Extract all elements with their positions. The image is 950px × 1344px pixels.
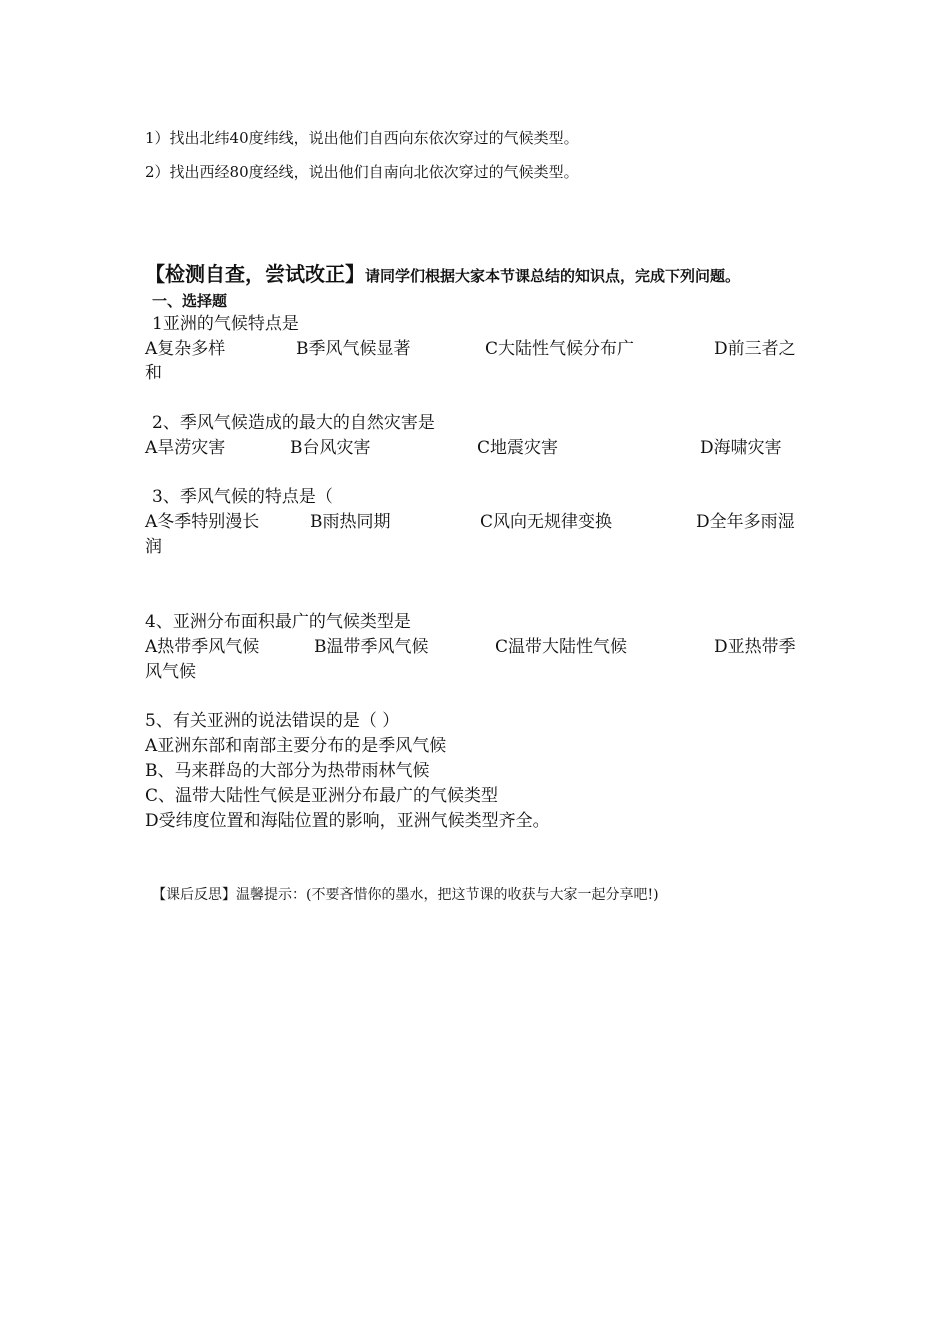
question-5-line-b: B、马来群岛的大部分为热带雨林气候 — [145, 761, 430, 781]
question-1-option-b: B季风气候显著 — [296, 339, 411, 359]
question-4-option-d: D亚热带季 — [714, 637, 796, 657]
question-2-option-c: C地震灾害 — [477, 438, 559, 458]
question-5-line-d: D受纬度位置和海陆位置的影响，亚洲气候类型齐全。 — [145, 811, 550, 831]
question-4-stem: 4、亚洲分布面积最广的气候类型是 — [145, 612, 411, 632]
question-2-option-a: A旱涝灾害 — [145, 438, 226, 458]
intro-question-1: 1）找出北纬40度纬线，说出他们自西向东依次穿过的气候类型。 — [145, 129, 579, 147]
question-2-stem: 2、季风气候造成的最大的自然灾害是 — [152, 413, 435, 433]
section-title: 【检测自查，尝试改正】 — [145, 262, 365, 286]
question-1-stem: 1亚洲的气候特点是 — [152, 314, 299, 334]
question-2-option-b: B台风灾害 — [290, 438, 371, 458]
question-4-wrap: 风气候 — [145, 662, 196, 682]
section-subtitle: 一、选择题 — [152, 292, 228, 310]
question-5-line-c: C、温带大陆性气候是亚洲分布最广的气候类型 — [145, 786, 499, 806]
question-1-option-a: A复杂多样 — [145, 339, 226, 359]
reflection-prompt: 【课后反思】温馨提示：(不要吝惜你的墨水，把这节课的收获与大家一起分享吧!) — [152, 887, 659, 903]
question-3-option-a: A冬季特别漫长 — [145, 512, 260, 532]
question-5-line-a: A亚洲东部和南部主要分布的是季风气候 — [145, 736, 447, 756]
question-3-option-d: D全年多雨湿 — [696, 512, 795, 532]
question-3-stem: 3、季风气候的特点是（ — [152, 487, 333, 507]
question-3-wrap: 润 — [145, 537, 162, 557]
question-1-wrap: 和 — [145, 363, 162, 383]
section-instruction: 请同学们根据大家本节课总结的知识点，完成下列问题。 — [365, 267, 741, 285]
question-2-option-d: D海啸灾害 — [700, 438, 782, 458]
section-heading — [145, 263, 740, 287]
question-4-option-c: C温带大陆性气候 — [495, 637, 628, 657]
question-3-option-b: B雨热同期 — [310, 512, 391, 532]
intro-question-2: 2）找出西经80度经线，说出他们自南向北依次穿过的气候类型。 — [145, 163, 579, 181]
question-1-option-d: D前三者之 — [714, 339, 796, 359]
question-5-stem: 5、有关亚洲的说法错误的是（ ） — [145, 711, 400, 731]
question-4-option-a: A热带季风气候 — [145, 637, 260, 657]
question-1-option-c: C大陆性气候分布广 — [485, 339, 635, 359]
question-4-option-b: B温带季风气候 — [314, 637, 429, 657]
question-3-option-c: C风向无规律变换 — [480, 512, 613, 532]
